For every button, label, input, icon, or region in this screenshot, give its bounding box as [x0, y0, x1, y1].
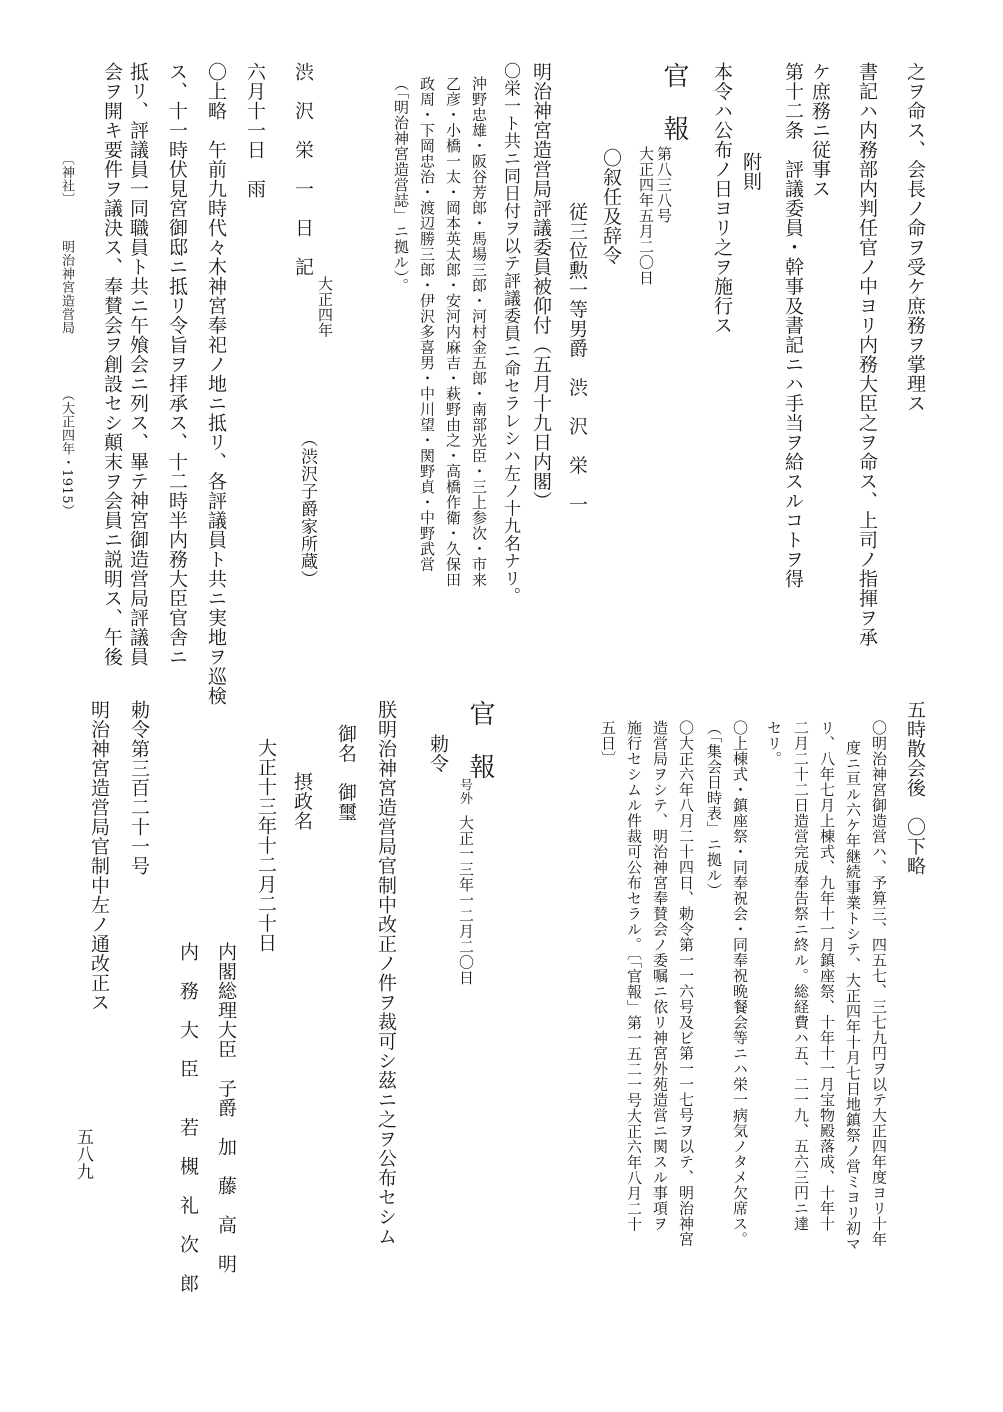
gazette-issue: 号外 — [457, 778, 472, 805]
appendix-heading: 附則 — [740, 152, 762, 191]
gazette-date: 大正一三年一二月二〇日 — [457, 815, 475, 986]
text-column: 抵リ、評議員一同職員ト共ニ午飧会ニ列ス、畢テ神宮御造営局評議員 — [127, 62, 149, 667]
gazette-issue: 第八三八号 — [655, 146, 673, 224]
text-column: 〇大正六年八月二十四日、勅令第一一六号及ビ第一一七号ヲ以テ、明治神宮 — [677, 720, 695, 1247]
text-column: 勅令第三百二十一号 — [128, 700, 150, 876]
seal-line: 御名 御璽 — [335, 724, 357, 822]
diary-year: 大正四年 — [316, 276, 334, 338]
text-column: 書記ハ内務部内判任官ノ中ヨリ内務大臣之ヲ命ス、上司ノ指揮ヲ承 — [856, 62, 878, 647]
text-column: 明治神宮造営局官制中左ノ通改正ス — [88, 700, 110, 1012]
text-column: 二月二十二日造営完成奉告祭ニ終ル。総経費ハ五、二一九、五六三円ニ達 — [792, 720, 810, 1232]
section-heading: 〇叙任及辞令 — [600, 148, 622, 265]
gazette-title: 官 報 — [465, 700, 495, 780]
text-column: 会ヲ開キ要件ヲ議決ス、奉賛会ヲ創設セシ顛末ヲ会員ニ説明ス、午後 — [101, 62, 123, 667]
text-column: セリ。 — [765, 720, 783, 767]
text-column: 従三位勲一等男爵 渋 沢 栄 一 — [566, 202, 588, 514]
text-column: 五日〕 — [599, 720, 617, 767]
regent-line: 摂政名 — [291, 772, 313, 831]
signature-line: 内閣総理大臣 子爵 加 藤 高 明 — [215, 942, 237, 1274]
text-column: 〇明治神宮御造営ハ、予算三、四五七、三七九円ヲ以テ大正四年度ヨリ十年 — [870, 720, 888, 1247]
citation: （「明治神宮造営誌」ニ拠ル）。 — [392, 76, 410, 294]
footer-category: 〔神社〕 — [59, 152, 74, 206]
gazette-date: 大正四年五月二〇日 — [637, 146, 655, 286]
text-column: 之ヲ命ス、会長ノ命ヲ受ケ庶務ヲ掌理ス — [904, 62, 926, 413]
text-column: 〇栄一ト共ニ同日付ヲ以テ評議委員ニ命セラレシハ左ノ十九名ナリ。 — [500, 62, 520, 605]
text-column: 施行セシムル件裁可公布セラル。〔「官報」第一五二一号大正六年八月二十 — [625, 720, 643, 1232]
text-column: 〇上棟式・鎮座祭・同奉祝会・同奉祝晩餐会等ニハ栄一病気ノタメ欠席ス。 — [731, 720, 749, 1247]
text-column: 朕明治神宮造営局官制中改正ノ件ヲ裁可シ茲ニ之ヲ公布セシム — [375, 700, 397, 1246]
text-column: 第十二条 評議委員・幹事及書記ニハ手当ヲ給スルコトヲ得 — [782, 62, 804, 589]
footer-year: （大正四年・1915） — [59, 388, 74, 518]
citation: （渋沢子爵家所蔵） — [297, 430, 317, 588]
signature-line: 内 務 大 臣 若 槻 礼 次 郎 — [177, 942, 199, 1293]
date-line: 大正十三年十二月二十日 — [255, 738, 277, 953]
text-column: リ、八年七月上棟式、九年十一月鎮座祭、十年十一月宝物殿落成、十年十 — [818, 720, 836, 1232]
text-column: 本令ハ公布ノ日ヨリ之ヲ施行ス — [711, 62, 733, 335]
text-column: 五時散会後 〇下略 — [904, 700, 926, 876]
name-list: 乙彦・小橋一太・岡本英太郎・安河内麻吉・萩野由之・高橋作衛・久保田 — [444, 76, 462, 588]
text-column: 造営局ヲシテ、明治神宮奉賛会ノ委嘱ニ依リ神宮外苑造営ニ関スル事項ヲ — [651, 720, 669, 1232]
text-column: 度ニ亘ル六ケ年継続事業トシテ、大正四年十月七日地鎮祭ノ営ミヨリ初マ — [844, 740, 862, 1252]
page-number: 五八九 — [73, 1128, 93, 1181]
section-heading: 勅令 — [427, 734, 449, 773]
diary-title: 渋 沢 栄 一 日 記 — [292, 62, 314, 277]
name-list: 政周・下岡忠治・渡辺勝三郎・伊沢多喜男・中川望・関野貞・中野武営 — [418, 76, 436, 572]
text-column: ス、十一時伏見宮御邸ニ抵リ令旨ヲ拝承ス、十二時半内務大臣官舎ニ — [166, 62, 188, 667]
footer-title: 明治神宮造営局 — [59, 240, 74, 335]
diary-date: 六月十一日 雨 — [244, 62, 266, 199]
text-column: ケ庶務ニ従事ス — [809, 62, 831, 199]
name-list: 沖野忠雄・阪谷芳郎・馬場三郎・河村金五郎・南部光臣・三上参次・市来 — [470, 76, 488, 588]
text-column: 明治神宮造営局評議委員被仰付（五月十九日内閣） — [530, 62, 552, 511]
gazette-title: 官 報 — [659, 62, 689, 142]
citation: （「集会日時表」ニ拠ル） — [705, 720, 723, 899]
text-column: 〇上略 午前九時代々木神宮奉祀ノ地ニ抵リ、各評議員ト共ニ実地ヲ巡検 — [205, 62, 227, 706]
